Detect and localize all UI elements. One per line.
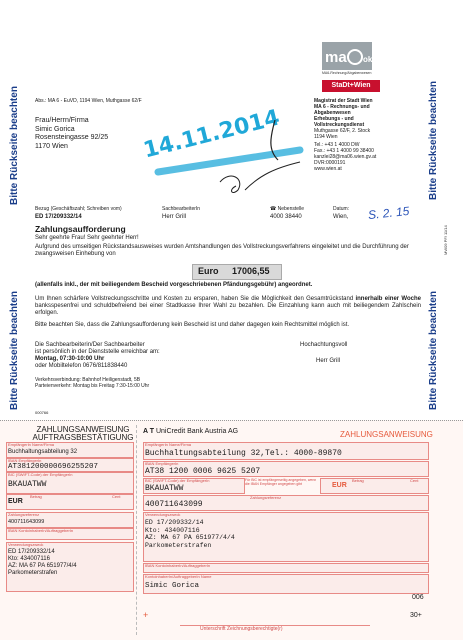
left-empf-value: Buchhaltungsabteilung 32 — [8, 449, 78, 455]
para2-part-a: Um Ihnen schärfere Vollstreckungsschritte und Kosten zu ersparen, haben Sie die Möglichkeit den Gesamtrückstand — [35, 296, 356, 302]
ref-value-tel: 4000 38440 — [270, 214, 302, 220]
office-line: Fax.: +43 1 4000 99 38400 — [314, 148, 374, 154]
contact-line: ist persönlich in der Dienststelle erreichbar am: — [35, 349, 160, 355]
office-line: Muthgasse 62/F, 2. Stock — [314, 128, 371, 134]
plus-mark: + — [143, 610, 149, 620]
recipient-address — [35, 117, 108, 151]
right-vz-value: ED 17/209332/14 Kto: 434007116 AZ: MA 67 PA 651977/4/4 Parkometerstrafen — [145, 519, 235, 549]
office-line: Magistrat der Stadt Wien — [314, 98, 373, 104]
closing: Hochachtungsvoll — [300, 342, 348, 348]
signature-label: Unterschrift Zeichnungsberechtigte(r) — [200, 626, 283, 632]
ma6-logo — [322, 42, 372, 70]
amount-value: 17006,55 — [232, 266, 270, 276]
side-code: MW09 PF/ 11/14 — [443, 225, 448, 255]
amount-currency: Euro — [198, 266, 219, 276]
amount-note: (allenfalls inkl., der mit beiliegendem Bescheid vorgeschriebenen Pfändungsgebühr) angeordnet. — [35, 282, 313, 288]
slip-left-title: ZAHLUNGSANWEISUNG AUFTRAGSBESTÄTIGUNG — [32, 425, 134, 442]
slip-code-2: 30+ — [410, 612, 422, 619]
transport-line: Parteienverkehr: Montag bis Freitag 7:30-15:00 Uhr — [35, 383, 150, 389]
office-line: MA 6 - Rechnungs- und — [314, 104, 370, 110]
salutation: Sehr geehrte Frau! Sehr geehrter Herr! — [35, 235, 139, 241]
body-paragraph-1: Aufgrund des umseitigen Rückstandsausweises wurden Amtshandlungen des Vollstreckungsverfahrens eingeleitet und die Durchführung der zwangsweisen Einhebung von — [35, 244, 409, 257]
stadt-wien-logo: StaDt+Wien — [322, 80, 380, 92]
office-line: Tel.: +43 1 4000 DW — [314, 142, 360, 148]
ref-value-sb: Herr Grill — [162, 214, 186, 220]
side-note-right-bottom: Bitte Rückseite beachten — [428, 291, 439, 410]
sender-line: Abs.: MA 6 - EuVD, 1194 Wien, Muthgasse 62/F — [35, 98, 142, 104]
side-note-left-top: Bitte Rückseite beachten — [9, 86, 20, 205]
recipient-line: Rosensteingasse 92/25 — [35, 134, 109, 141]
recipient-line: Simic Gorica — [35, 125, 75, 133]
right-kont-value: Simic Gorica — [145, 582, 200, 590]
page-title: Zahlungsaufforderung — [35, 224, 126, 234]
office-line: DVR:0000191 — [314, 160, 346, 166]
right-zr-value: 400711643099 — [145, 500, 203, 509]
left-bic-value: BKAUATWW — [8, 480, 47, 489]
svg-text:ok: ok — [363, 55, 372, 64]
office-line: Erhebungs - und — [314, 116, 354, 122]
office-line: 1194 Wien — [314, 134, 338, 140]
transport-info — [35, 377, 149, 389]
office-line: Vollstreckungsdienst — [314, 122, 365, 128]
left-vz-value: ED 17/209332/14 Kto: 434007116 AZ: MA 67 PA 651977/4/4 Parkometerstrafen — [8, 549, 77, 576]
logo-subtitle: MA6-Rechnung/Abgabenwesen — [322, 71, 372, 75]
recipient-line: 1170 Wien — [35, 142, 68, 150]
closing-name: Herr Grill — [316, 358, 340, 364]
ref-value-bezug: ED 17/209332/14 — [35, 214, 82, 220]
svg-text:ma: ma — [325, 49, 347, 66]
ref-value-datum: Wien, — [333, 214, 349, 220]
body-paragraph-2 — [35, 296, 421, 317]
right-empf-value: Buchhaltungsabteilung 32,Tel.: 4000-89870 — [145, 449, 342, 458]
ref-label-datum: Datum: — [333, 206, 350, 212]
body-paragraph-3: Bitte beachten Sie, dass die Zahlungsaufforderung kein Bescheid ist und daher dagegen kein Rechtsmittel möglich ist. — [35, 322, 350, 328]
office-line: kanzlei28@ma06.wien.gv.at — [314, 154, 377, 160]
bank-name: A T UniCredit Bank Austria AG — [143, 428, 239, 435]
handwritten-date: 14.11.2014 — [141, 105, 283, 164]
transport-line: Verkehrsverbindung: Bahnhof Heiligenstadt, 5B — [35, 377, 141, 383]
left-iban-value: AT381200000696255207 — [8, 463, 99, 471]
para2-part-c: banksspesenfrei und schuldbefreiend bei einer Stadtkasse Ihrer Wahl zu bezahlen. Die Einzahlung kann auch mit beiliegendem Zahlschein erfolgen. — [35, 303, 421, 316]
office-line: www.wien.at — [314, 166, 342, 172]
left-zr-value: 400711643099 — [8, 519, 45, 525]
side-note-left-bottom: Bitte Rückseite beachten — [9, 291, 20, 410]
slip-divider — [136, 425, 137, 635]
right-currency: EUR — [332, 482, 347, 489]
right-bic-value: BKAUATWW — [145, 484, 184, 493]
para2-part-b: innerhalb einer Woche — [355, 296, 421, 302]
handwritten-marks — [150, 120, 320, 200]
left-currency: EUR — [8, 498, 23, 505]
contact-time: Montag, 07:30-10:00 Uhr — [35, 356, 105, 362]
recipient-line: Frau/Herrn/Firma — [35, 117, 89, 124]
handwritten-stamp: S. 2. 15 — [367, 203, 410, 223]
slip-right-title: ZAHLUNGSANWEISUNG — [340, 430, 433, 439]
small-code: 000766 — [35, 410, 49, 415]
contact-line: Die Sachbearbeiterin/Der Sachbearbeiter — [35, 342, 145, 348]
right-iban-value: AT38 1200 0006 9625 5207 — [145, 467, 261, 476]
contact-phone: oder Mobiltelefon 0676/811838440 — [35, 363, 128, 369]
slip-code-1: 006 — [412, 594, 424, 601]
contact-block — [35, 342, 160, 370]
ref-label-tel: ☎ Nebenstelle — [270, 206, 305, 212]
office-line: Abgabenwesen — [314, 110, 351, 116]
ma6-logo-icon — [322, 42, 372, 70]
side-note-right-top: Bitte Rückseite beachten — [428, 81, 439, 200]
ref-label-sb: SachbearbeiterIn — [162, 206, 201, 212]
ref-label-bezug: Bezug (Geschäftszahl; Schreiben vom) — [35, 206, 122, 212]
bic-note: Für BIC ist empfängerseitig angegeben, wenn die IBAN Empfänger angegeben gibt — [245, 478, 317, 486]
office-block — [314, 98, 404, 172]
